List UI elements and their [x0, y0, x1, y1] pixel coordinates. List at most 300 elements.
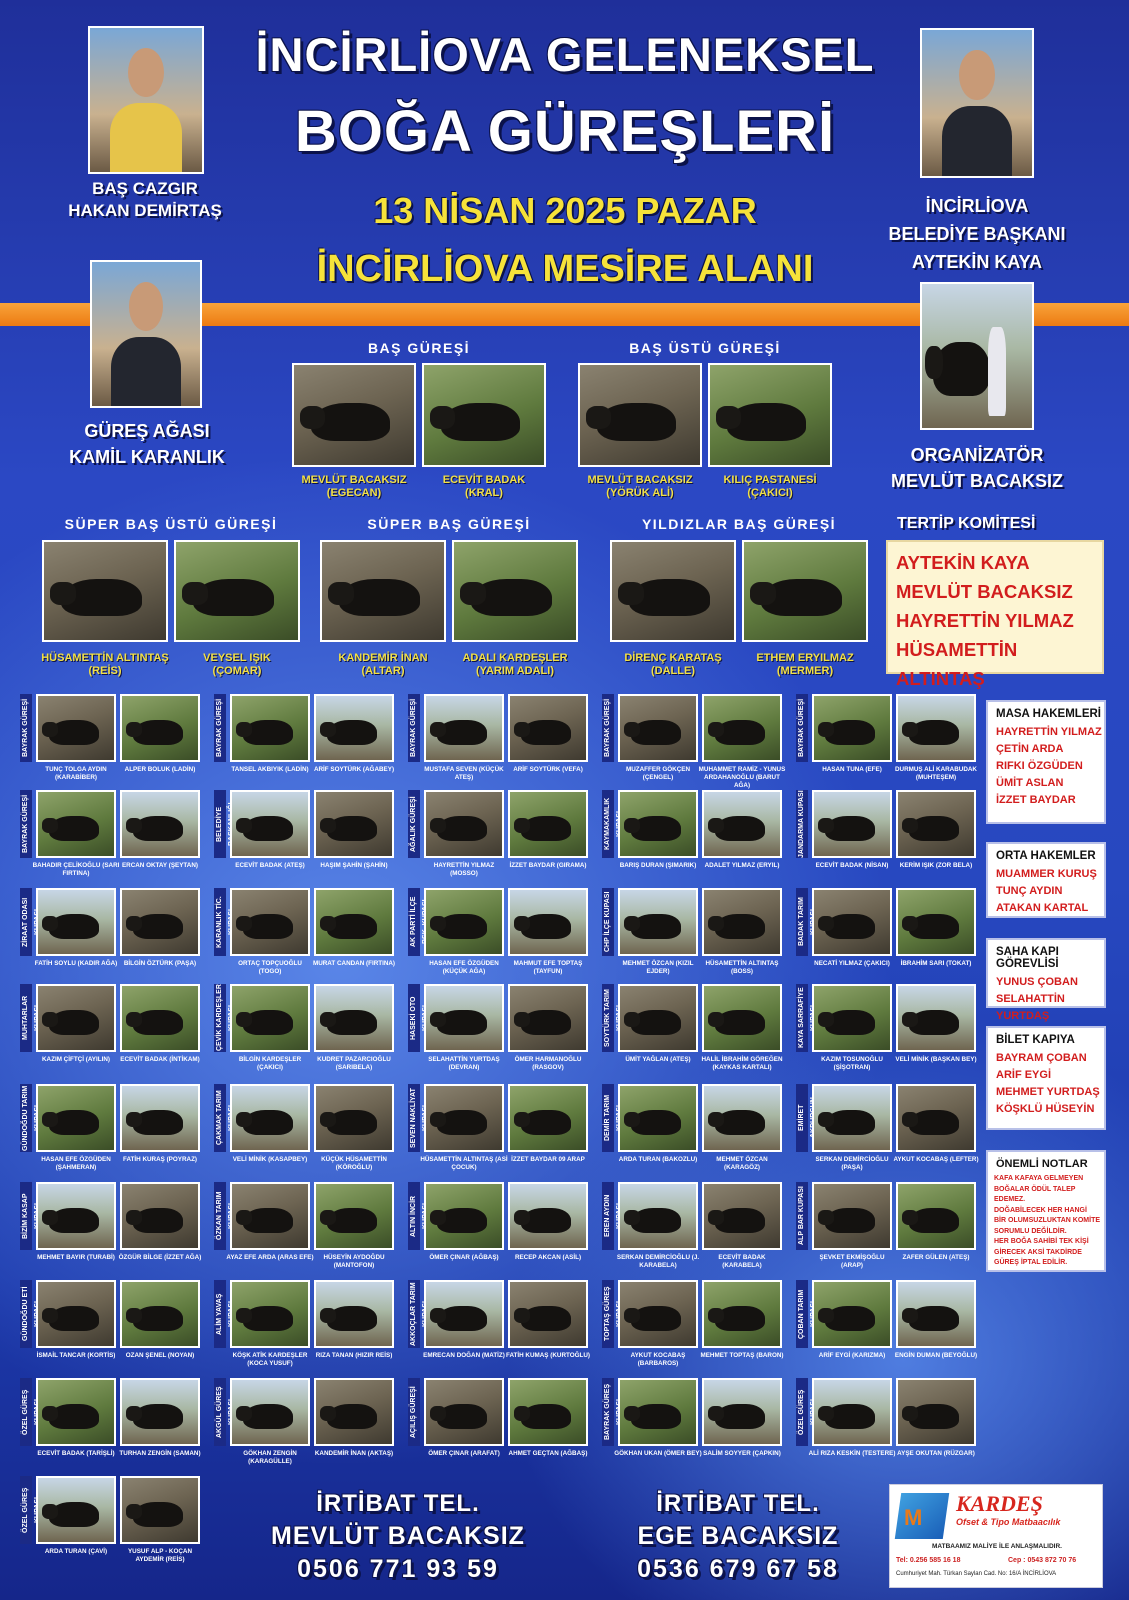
- bull-photo: [424, 1280, 504, 1348]
- bull-owner: AYŞE OKUTAN (RÜZGAR): [897, 1450, 975, 1457]
- bull-owner: ARDA TURAN (BAKOZLU): [618, 1156, 698, 1163]
- bull-photo: [424, 694, 504, 762]
- note-line: GİRECEK AKSİ TAKDİRDE: [994, 1248, 1082, 1256]
- committee-member: HÜSAMETTİN ALTINTAŞ: [896, 639, 1018, 689]
- bull-owner: HAŞIM ŞAHİN (ŞAHİN): [320, 862, 388, 869]
- bull-photo: [508, 790, 588, 858]
- bull-name: (KRAL): [465, 487, 503, 499]
- section-title: YILDIZLAR BAŞ GÜREŞİ: [641, 516, 837, 532]
- bull-photo: [618, 1378, 698, 1446]
- officials-panel: [986, 1026, 1106, 1130]
- bull-photo: [36, 1084, 116, 1152]
- printer-logo-box: M KARDEŞ Ofset & Tipo Matbaacılık MATBAAMIZ MALİYE İLE ANLAŞMALIDIR. Tel: 0.256 585 16 18 Cep : 0543 872 70 76 Cumhuriyet Mah. Türkan Saylan Cad. No: 16/A İNCİRLİOVA: [889, 1484, 1103, 1588]
- committee-member: HAYRETTİN YILMAZ: [896, 610, 1074, 631]
- panel-title: ORTA HAKEMLER: [996, 850, 1096, 862]
- bull-owner: AHMET GEÇTAN (AĞBAŞ): [508, 1450, 588, 1457]
- cup-label: AKGÜL GÜREŞ: [214, 1378, 226, 1446]
- bull-owner: ARİF EYGİ (KARIZMA): [818, 1352, 886, 1359]
- bull-owner: OZAN ŞENEL (NOYAN): [125, 1352, 195, 1359]
- bull-photo: [702, 1378, 782, 1446]
- bull-owner: HÜSAMETTİN ALTINTAŞ (ASİ ÇOCUK): [420, 1156, 508, 1171]
- bull-photo: [314, 1084, 394, 1152]
- bull-owner: BAHADIR ÇELİKOĞLU (SARI FIRTINA): [32, 862, 120, 877]
- bull-photo: [702, 1182, 782, 1250]
- owner-name: MEVLÜT BACAKSIZ: [587, 474, 693, 486]
- bull-owner: FATİH KUMAŞ (KURTOĞLU): [505, 1352, 591, 1359]
- aga-photo: [90, 260, 202, 408]
- owner-name: ECEVİT BADAK: [442, 474, 526, 486]
- event-title-line2: BOĞA GÜREŞLERİ: [294, 99, 836, 164]
- bull-photo: [424, 790, 504, 858]
- bull-photo: [610, 540, 736, 642]
- bull-owner: HASAN TUNA (EFE): [822, 766, 882, 773]
- bull-name: (ÇOMAR): [212, 665, 262, 677]
- contact-phone[interactable]: 0506 771 93 59: [297, 1555, 499, 1583]
- cup-label: BAYRAK GÜREŞİ: [20, 694, 32, 762]
- bull-photo: [508, 984, 588, 1052]
- bull-photo: [424, 984, 504, 1052]
- cup-label: AKKOÇLAR TARIM: [408, 1280, 420, 1348]
- bull-photo: [452, 540, 578, 642]
- organizer-photo: [920, 282, 1034, 430]
- bull-owner: EMRECAN DOĞAN (MATİZ): [423, 1352, 505, 1359]
- bull-photo: [424, 1084, 504, 1152]
- bull-owner: ALİ RIZA KESKİN (TESTERE): [808, 1450, 896, 1457]
- bull-owner: GÖKHAN UKAN (ÖMER BEY): [614, 1450, 702, 1457]
- bull-photo: [618, 1280, 698, 1348]
- bull-photo: [230, 1280, 310, 1348]
- event-title-line1: İNCİRLİOVA GELENEKSEL: [255, 28, 875, 81]
- bull-owner: HASAN EFE ÖZGÜDEN (KÜÇÜK AĞA): [429, 960, 499, 975]
- official-name: ARİF EYGİ: [996, 1069, 1052, 1081]
- cazgir-photo: [88, 26, 204, 174]
- bull-photo: [812, 1378, 892, 1446]
- bull-photo: [36, 984, 116, 1052]
- bull-photo: [618, 694, 698, 762]
- bull-owner: ÖZGÜR BİLGE (İZZET AĞA): [118, 1254, 202, 1261]
- bull-photo: [896, 1378, 976, 1446]
- bull-owner: MAHMUT EFE TOPTAŞ (TAYFUN): [513, 960, 583, 975]
- bull-photo: [896, 1084, 976, 1152]
- bull-photo: [812, 694, 892, 762]
- contact-title: İRTİBAT TEL.: [656, 1490, 820, 1517]
- official-name: MEHMET YURTDAŞ: [996, 1086, 1100, 1098]
- bull-owner: MUSTAFA SEVEN (KÜÇÜK ATEŞ): [424, 766, 504, 781]
- bull-owner: ECEVİT BADAK (KARABELA): [718, 1254, 766, 1269]
- printer-cep: Cep : 0543 872 70 76: [1008, 1557, 1077, 1564]
- bull-owner: AYKUT KOCABAŞ (BARBAROS): [630, 1352, 686, 1367]
- bull-owner: [288, 474, 420, 500]
- officials-panel: [986, 842, 1106, 918]
- official-name: ÇETİN ARDA: [996, 743, 1064, 755]
- bull-photo: [36, 694, 116, 762]
- bull-photo: [618, 1182, 698, 1250]
- bull-owner: MUHAMMET RAMİZ - YUNUS ARDAHANOĞLU (BARUT AĞA): [698, 766, 786, 789]
- bull-photo: [896, 888, 976, 956]
- bull-owner: [448, 652, 582, 678]
- cup-label: MUHTARLAR: [20, 984, 32, 1052]
- bull-photo: [618, 790, 698, 858]
- bull-photo: [812, 790, 892, 858]
- bull-photo: [424, 888, 504, 956]
- cup-label: AK PARTİ İLÇE: [408, 888, 420, 956]
- bull-photo: [812, 888, 892, 956]
- bull-name: (YÖRÜK ALİ): [606, 487, 674, 499]
- bull-photo: [702, 694, 782, 762]
- bull-photo: [314, 888, 394, 956]
- bull-owner: VELİ MİNİK (KASAPBEY): [232, 1156, 308, 1163]
- printer-sub: Ofset & Tipo Matbaacılık: [956, 1517, 1061, 1527]
- bull-photo: [742, 540, 868, 642]
- panel-title: MASA HAKEMLERİ: [996, 708, 1101, 720]
- cup-label: BAYRAK GÜREŞİ: [20, 790, 32, 858]
- bull-photo: [812, 1084, 892, 1152]
- bull-owner: İSMAİL TANCAR (KORTİS): [36, 1352, 116, 1359]
- cup-label: KAYMAKAMLIK: [602, 790, 614, 858]
- cup-label: ALTIN İNCİR: [408, 1182, 420, 1250]
- bull-owner: BİLGİN KARDEŞLER (ÇAKICI): [238, 1056, 302, 1071]
- bull-owner: BARIŞ DURAN (ŞIMARIK): [619, 862, 697, 869]
- note-line: DOĞABİLECEK HER HANGİ: [994, 1206, 1087, 1214]
- bull-photo: [36, 1378, 116, 1446]
- bull-photo: [702, 888, 782, 956]
- bull-photo: [292, 363, 416, 467]
- bull-owner: AYAZ EFE ARDA (ARAS EFE): [226, 1254, 314, 1261]
- bull-owner: [418, 474, 550, 500]
- bull-photo: [702, 984, 782, 1052]
- committee-box: [886, 540, 1104, 689]
- committee-member: MEVLÜT BACAKSIZ: [896, 581, 1073, 602]
- bull-owner: [738, 652, 872, 678]
- bull-owner: MEHMET BAYIR (TURABİ): [37, 1254, 115, 1261]
- bull-name: (REİS): [88, 665, 122, 677]
- cup-label: ALİM YAVAŞ: [214, 1280, 226, 1348]
- printer-tel: Tel: 0.256 585 16 18: [896, 1557, 961, 1564]
- bull-photo: [120, 790, 200, 858]
- bull-owner: KAZIM TOSUNOĞLU (ŞİŞOTRAN): [821, 1056, 883, 1071]
- bull-owner: VELİ MİNİK (BAŞKAN BEY): [895, 1056, 977, 1063]
- bull-photo: [508, 1182, 588, 1250]
- section-title: SÜPER BAŞ GÜREŞİ: [367, 516, 531, 532]
- bull-owner: KAZIM ÇİFTÇİ (AYILIN): [42, 1056, 110, 1063]
- bull-photo: [120, 694, 200, 762]
- bull-photo: [42, 540, 168, 642]
- bull-owner: ERCAN OKTAY (ŞEYTAN): [121, 862, 199, 869]
- bull-photo: [120, 1378, 200, 1446]
- bull-photo: [36, 790, 116, 858]
- cup-label: DEMİR TARIM: [602, 1084, 614, 1152]
- cup-label: JANDARMA KUPASI: [796, 790, 808, 858]
- notes-box: [986, 1150, 1106, 1272]
- bull-photo: [36, 1280, 116, 1348]
- bull-owner: ÖMER ÇINAR (AĞBAŞ): [429, 1254, 499, 1261]
- owner-name: KILIÇ PASTANESİ: [723, 474, 817, 486]
- bull-photo: [120, 984, 200, 1052]
- official-name: ÜMİT ASLAN: [996, 777, 1064, 789]
- bull-photo: [120, 1476, 200, 1544]
- panel-title: SAHA KAPI GÖREVLİSİ: [996, 946, 1059, 970]
- owner-name: VEYSEL IŞIK: [203, 652, 271, 664]
- bull-owner: [574, 474, 706, 500]
- bull-owner: FATİH SOYLU (KADIR AĞA): [34, 960, 118, 967]
- bull-owner: İZZET BAYDAR 09 ARAP: [511, 1156, 585, 1163]
- bull-owner: SELAHATTİN YURTDAŞ (DEVRAN): [428, 1056, 500, 1071]
- bull-photo: [896, 694, 976, 762]
- bull-owner: SERKAN DEMİRCİOĞLU (PAŞA): [815, 1156, 889, 1171]
- aga-caption: GÜREŞ AĞASI KAMİL KARANLIK: [69, 421, 225, 467]
- committee-member: AYTEKİN KAYA: [896, 552, 1030, 573]
- bull-owner: ADALET YILMAZ (ERYIL): [704, 862, 780, 869]
- cup-label: SEVEN NAKLİYAT: [408, 1084, 420, 1152]
- bull-owner: ARİF SOYTÜRK (VEFA): [513, 766, 583, 773]
- official-name: KÖŞKLÜ HÜSEYİN: [996, 1103, 1095, 1115]
- note-line: KAFA KAFAYA GELMEYEN: [994, 1175, 1084, 1182]
- bull-name: (MERMER): [776, 665, 834, 677]
- bull-owner: ÖMER ÇINAR (ARAFAT): [428, 1450, 500, 1457]
- bull-owner: SALİM SOYYER (ÇAPKIN): [703, 1450, 781, 1457]
- bull-owner: HASAN EFE ÖZGÜDEN (ŞAHMERAN): [41, 1156, 111, 1171]
- bull-owner: RECEP AKCAN (ASİL): [514, 1254, 582, 1261]
- bull-name: (DALLE): [651, 665, 695, 677]
- mayor-photo: [920, 28, 1034, 178]
- bull-owner: DURMUŞ ALİ KARABUDAK (MUHTEŞEM): [895, 766, 977, 781]
- printer-slogan: MATBAAMIZ MALİYE İLE ANLAŞMALIDIR.: [932, 1543, 1062, 1550]
- note-line: HER BOĞA SAHİBİ TEK KİŞİ: [994, 1238, 1089, 1245]
- bull-owner: RIZA TANAN (HIZIR REİS): [315, 1352, 393, 1359]
- bull-photo: [120, 1182, 200, 1250]
- bull-owner: ŞEVKET EKMİŞOĞLU (ARAP): [819, 1254, 885, 1269]
- official-name: HAYRETTİN YILMAZ: [996, 726, 1102, 738]
- officials-panel: [986, 938, 1106, 1022]
- cup-label: ALP BAR KUPASI: [796, 1182, 808, 1250]
- cup-label: BİZİM KASAP: [20, 1182, 32, 1250]
- bull-photo: [314, 694, 394, 762]
- owner-name: ETHEM ERYILMAZ: [756, 652, 854, 664]
- bull-owner: KÖŞK ATİK KARDEŞLER (KOCA YUSUF): [232, 1352, 308, 1367]
- bull-owner: TUNÇ TOLGA AYDIN (KARABİBER): [45, 766, 107, 781]
- bull-photo: [508, 694, 588, 762]
- contact-name: EGE BACAKSIZ: [637, 1522, 839, 1550]
- bull-photo: [230, 888, 310, 956]
- committee-title: TERTİP KOMİTESİ: [897, 515, 1036, 532]
- cup-label: KARANLIK TİC.: [214, 888, 226, 956]
- bull-name: (EGECAN): [326, 487, 382, 499]
- owner-name: MEVLÜT BACAKSIZ: [301, 474, 407, 486]
- bull-owner: NECATİ YILMAZ (ÇAKICI): [814, 960, 890, 967]
- official-name: YUNUS ÇOBAN: [996, 976, 1078, 988]
- cup-label: SOYTÜRK TARIM: [602, 984, 614, 1052]
- contact-title: İRTİBAT TEL.: [316, 1490, 480, 1517]
- bull-photo: [36, 1182, 116, 1250]
- bull-owner: SERKAN DEMİRCİOĞLU (J. KARABELA): [616, 1254, 700, 1269]
- bull-owner: TANSEL AKBIYIK (LADİN): [231, 766, 309, 773]
- printer-name: KARDEŞ: [956, 1491, 1043, 1516]
- bull-owner: ORTAÇ TOPÇUOĞLU (TOGO): [238, 960, 302, 975]
- section-title: BAŞ ÜSTÜ GÜREŞİ: [629, 340, 781, 356]
- bull-owner: YUSUF ALP - KOÇAN AYDEMİR (REİS): [127, 1548, 193, 1563]
- cup-label: TOPTAŞ GÜREŞ: [602, 1280, 614, 1348]
- cup-label: ÖZKAN TARIM: [214, 1182, 226, 1250]
- bull-photo: [508, 1280, 588, 1348]
- bull-photo: [230, 1084, 310, 1152]
- bull-photo: [422, 363, 546, 467]
- bull-photo: [230, 1182, 310, 1250]
- section-title: SÜPER BAŞ ÜSTÜ GÜREŞİ: [64, 516, 278, 532]
- owner-name: HÜSAMETTİN ALTINTAŞ: [41, 652, 169, 664]
- cup-label: BAYRAK GÜREŞİ: [214, 694, 226, 762]
- owner-name: ADALI KARDEŞLER: [462, 652, 568, 664]
- notes-title: ÖNEMLİ NOTLAR: [996, 1158, 1088, 1170]
- bull-photo: [578, 363, 702, 467]
- bull-photo: [36, 1476, 116, 1544]
- bull-photo: [120, 1084, 200, 1152]
- bull-photo: [618, 888, 698, 956]
- bull-owner: ÜMİT YAĞLAN (ATEŞ): [625, 1056, 691, 1063]
- cup-label: GÜNDOĞDU ETİ: [20, 1280, 32, 1348]
- bull-photo: [618, 1084, 698, 1152]
- bull-owner: ARİF SOYTÜRK (AĞABEY): [313, 766, 395, 773]
- bull-name: (YARIM ADALI): [475, 665, 554, 677]
- bull-photo: [424, 1182, 504, 1250]
- bull-photo: [896, 984, 976, 1052]
- bull-owner: ÖMER HARMANOĞLU (RASGOV): [514, 1056, 582, 1071]
- bull-photo: [896, 790, 976, 858]
- section-title: BAŞ GÜREŞİ: [367, 340, 471, 356]
- bull-photo: [36, 888, 116, 956]
- bull-owner: İZZET BAYDAR (GIRAMA): [509, 862, 587, 869]
- cup-label: HASEKİ OTO: [408, 984, 420, 1052]
- cup-label: BADAK TARIM: [796, 888, 808, 956]
- bull-photo: [508, 1084, 588, 1152]
- official-name: MUAMMER KURUŞ: [996, 868, 1097, 880]
- bull-photo: [812, 1280, 892, 1348]
- bull-photo: [702, 1280, 782, 1348]
- official-name: ATAKAN KARTAL: [996, 902, 1089, 914]
- official-name: TUNÇ AYDIN: [996, 885, 1063, 897]
- bull-owner: ARDA TURAN (ÇAVİ): [44, 1548, 108, 1555]
- cup-label: AÇILIŞ GÜREŞİ: [408, 1378, 420, 1446]
- bull-owner: MEHMET ÖZCAN (KIZIL EJDER): [622, 960, 694, 975]
- bull-photo: [618, 984, 698, 1052]
- bull-photo: [896, 1280, 976, 1348]
- bull-photo: [314, 984, 394, 1052]
- cup-label: ÇOBAN TARIM: [796, 1280, 808, 1348]
- bull-photo: [424, 1378, 504, 1446]
- bull-photo: [508, 888, 588, 956]
- bull-name: (ALTAR): [361, 665, 405, 677]
- cup-label: ÇEVİK KARDEŞLER: [214, 984, 226, 1052]
- bull-owner: [38, 652, 172, 678]
- bull-photo: [230, 694, 310, 762]
- note-line: SORUMLU DEĞİLDİR.: [994, 1227, 1067, 1235]
- bull-owner: BİLGİN ÖZTÜRK (PAŞA): [123, 960, 197, 967]
- bull-owner: KÜÇÜK HÜSAMETTİN (KÖROĞLU): [321, 1156, 387, 1171]
- organizer-caption: ORGANİZATÖR MEVLÜT BACAKSIZ: [891, 445, 1063, 491]
- cup-label: GÜNDOĞDU TARIM: [20, 1084, 32, 1152]
- bull-owner: ECEVİT BADAK (ATEŞ): [235, 862, 305, 869]
- bull-owner: AYKUT KOCABAŞ (LEFTER): [893, 1156, 979, 1163]
- bull-owner: ECEVİT BADAK (NİSAN): [815, 862, 889, 869]
- bull-photo: [508, 1378, 588, 1446]
- event-date: 13 NİSAN 2025 PAZAR: [373, 190, 757, 231]
- official-name: SELAHATTİN YURTDAŞ: [996, 993, 1065, 1022]
- bull-owner: [704, 474, 836, 500]
- official-name: BAYRAM ÇOBAN: [996, 1052, 1087, 1064]
- bull-photo: [120, 1280, 200, 1348]
- cup-label: ÖZEL GÜREŞ: [20, 1476, 32, 1544]
- bull-photo: [230, 1378, 310, 1446]
- bull-owner: MEHMET TOPTAŞ (BARON): [700, 1352, 784, 1359]
- cup-label: EMİRET: [796, 1084, 808, 1152]
- bull-owner: MURAT CANDAN (FIRTINA): [312, 960, 396, 967]
- bull-photo: [702, 790, 782, 858]
- bull-owner: HÜSEYİN AYDOĞDU (MANTOFON): [323, 1254, 385, 1269]
- bull-owner: MEHMET ÖZCAN (KARAGÖZ): [716, 1156, 768, 1171]
- bull-owner: ZAFER GÜLEN (ATEŞ): [902, 1254, 970, 1261]
- bull-owner: TURHAN ZENGİN (SAMAN): [119, 1450, 201, 1457]
- cup-label: BELEDİYE: [214, 790, 226, 858]
- bull-photo: [314, 1280, 394, 1348]
- cazgir-caption: BAŞ CAZGIR HAKAN DEMİRTAŞ: [68, 179, 222, 220]
- cup-label: ÖZEL GÜREŞ: [796, 1378, 808, 1446]
- bull-photo: [230, 984, 310, 1052]
- note-line: GÜREŞ İPTAL EDİLİR.: [994, 1259, 1068, 1266]
- contact-phone[interactable]: 0536 679 67 58: [637, 1555, 839, 1583]
- bull-photo: [702, 1084, 782, 1152]
- cup-label: BAYRAK GÜREŞİ: [408, 694, 420, 762]
- bull-owner: GÖKHAN ZENGİN (KARAGÜLLE): [243, 1450, 297, 1465]
- bull-owner: MUZAFFER GÖKÇEN (ÇENGEL): [625, 766, 690, 781]
- bull-photo: [320, 540, 446, 642]
- cup-label: AĞALIK GÜREŞİ: [408, 790, 420, 858]
- bull-owner: HÜSAMETTİN ALTINTAŞ (BOSS): [705, 960, 779, 975]
- note-line: BİR OLUMSUZLUKTAN KOMİTE: [994, 1217, 1101, 1224]
- bull-owner: HAYRETTİN YILMAZ (MOSSO): [433, 862, 495, 877]
- official-name: RIFKI ÖZGÜDEN: [996, 760, 1083, 772]
- bull-owner: ECEVİT BADAK (İNTİKAM): [120, 1056, 200, 1063]
- cup-label: CHP İLÇE KUPASI: [602, 888, 614, 956]
- cup-label: BAYRAK GÜREŞİ: [602, 694, 614, 762]
- bull-owner: ECEVİT BADAK (TARİŞLİ): [37, 1450, 115, 1457]
- bull-photo: [812, 1182, 892, 1250]
- bull-owner: [170, 652, 304, 678]
- bull-photo: [896, 1182, 976, 1250]
- bull-name: (ÇAKICI): [747, 487, 793, 499]
- cup-label: ÇAKMAK TARIM: [214, 1084, 226, 1152]
- bull-photo: [314, 790, 394, 858]
- cup-label: ÖZEL GÜREŞ: [20, 1378, 32, 1446]
- bull-photo: [812, 984, 892, 1052]
- bull-owner: FATİH KURAŞ (POYRAZ): [122, 1156, 198, 1163]
- bull-photo: [120, 888, 200, 956]
- cup-label: BAYRAK GÜREŞ: [602, 1378, 614, 1446]
- bull-owner: KANDEMİR İNAN (AKTAŞ): [314, 1450, 394, 1457]
- note-line: BOĞALAR ÖDÜL TALEP EDEMEZ.: [994, 1185, 1076, 1203]
- bull-photo: [314, 1378, 394, 1446]
- bull-owner: ENGİN DUMAN (BEYOĞLU): [894, 1352, 978, 1359]
- officials-panel: [986, 700, 1106, 824]
- panel-title: BİLET KAPIYA: [996, 1034, 1075, 1046]
- bull-owner: KERİM IŞIK (ZOR BELA): [899, 862, 973, 869]
- cup-label: EREN AYDIN: [602, 1182, 614, 1250]
- cup-label: KAYA SARRAFİYE: [796, 984, 808, 1052]
- bull-owner: KUDRET PAZARCIOĞLU (SARIBELA): [317, 1056, 391, 1071]
- bull-photo: [314, 1182, 394, 1250]
- event-venue: İNCİRLİOVA MESİRE ALANI: [316, 248, 814, 290]
- owner-name: KANDEMİR İNAN: [338, 652, 428, 664]
- owner-name: DİRENÇ KARATAŞ: [624, 652, 722, 664]
- cup-label: ZİRAAT ODASI: [20, 888, 32, 956]
